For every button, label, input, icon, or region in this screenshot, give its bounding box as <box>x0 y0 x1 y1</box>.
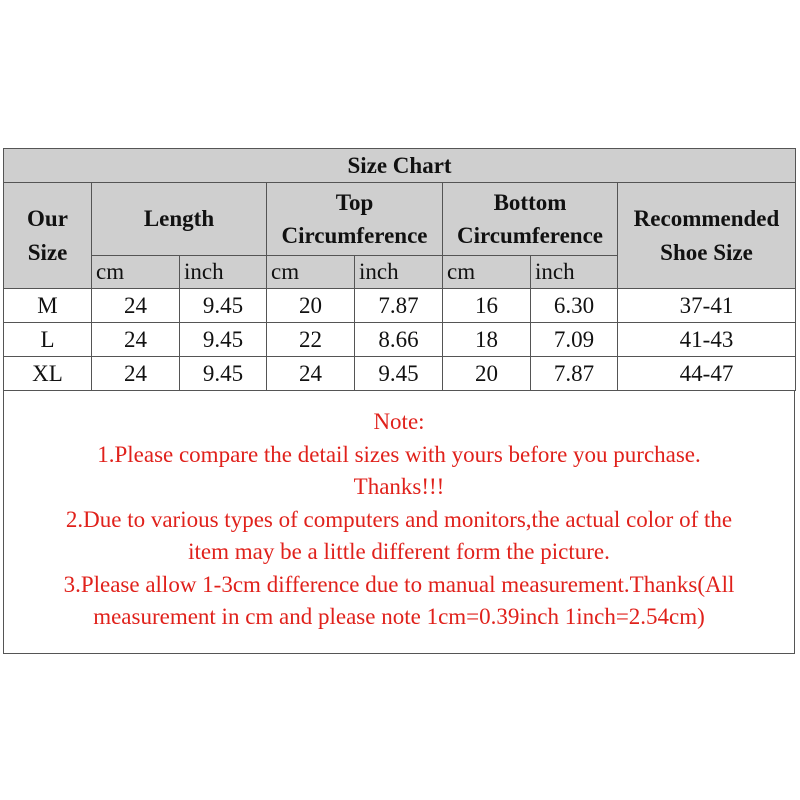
length-inch-cell: 9.45 <box>180 323 267 357</box>
shoe-size-cell: 44-47 <box>618 357 796 391</box>
header-bottom-circumference <box>443 183 618 256</box>
size-chart-table <box>3 148 796 391</box>
bottom-inch-cell: 6.30 <box>531 289 618 323</box>
header-shoe-line1: Recommended <box>633 206 780 232</box>
size-cell: XL <box>4 357 92 391</box>
header-row <box>4 183 796 256</box>
unit-cell: inch <box>531 256 618 289</box>
table-row <box>4 323 796 357</box>
note-line: 2.Due to various types of computers and monitors,the actual color of the <box>65 506 733 532</box>
top-cm-cell: 22 <box>267 323 355 357</box>
header-top-circumference <box>267 183 443 256</box>
bottom-inch-cell: 7.87 <box>531 357 618 391</box>
header-shoe-size <box>618 183 796 289</box>
header-top-line1: Top <box>335 189 374 215</box>
table-row <box>4 357 796 391</box>
bottom-cm-cell: 16 <box>443 289 531 323</box>
title-row <box>4 149 796 183</box>
chart-title: Size Chart <box>4 149 796 183</box>
note-line: measurement in cm and please note 1cm=0.39inch 1inch=2.54cm) <box>93 604 705 629</box>
top-inch-cell: 8.66 <box>355 323 443 357</box>
shoe-size-cell: 37-41 <box>618 289 796 323</box>
header-top-line2: Circumference <box>281 223 428 248</box>
shoe-size-cell: 41-43 <box>618 323 796 357</box>
header-our-size <box>4 183 92 289</box>
header-length: Length <box>92 183 267 256</box>
top-inch-cell: 7.87 <box>355 289 443 323</box>
unit-cell: inch <box>355 256 443 289</box>
note-line: 3.Please allow 1-3cm difference due to manual measurement.Thanks(All <box>63 571 735 597</box>
bottom-cm-cell: 18 <box>443 323 531 357</box>
table-row <box>4 289 796 323</box>
note-heading: Note: <box>373 409 425 434</box>
top-inch-cell: 9.45 <box>355 357 443 391</box>
top-cm-cell: 20 <box>267 289 355 323</box>
length-cm-cell: 24 <box>92 357 180 391</box>
unit-cell: inch <box>180 256 267 289</box>
header-shoe-line2: Shoe Size <box>660 239 753 265</box>
header-our-size-line2: Size <box>27 239 68 265</box>
unit-cell: cm <box>443 256 531 289</box>
note-line: item may be a little different form the picture. <box>188 539 610 564</box>
bottom-inch-cell: 7.09 <box>531 323 618 357</box>
header-our-size-line1: Our <box>27 206 68 232</box>
length-inch-cell: 9.45 <box>180 289 267 323</box>
note-line: Thanks!!! <box>353 474 445 499</box>
unit-cell: cm <box>267 256 355 289</box>
top-cm-cell: 24 <box>267 357 355 391</box>
length-cm-cell: 24 <box>92 289 180 323</box>
unit-cell: cm <box>92 256 180 289</box>
length-cm-cell: 24 <box>92 323 180 357</box>
size-cell: L <box>4 323 92 357</box>
bottom-cm-cell: 20 <box>443 357 531 391</box>
size-cell: M <box>4 289 92 323</box>
header-bottom-line2: Circumference <box>456 223 604 248</box>
notes-section <box>4 406 794 634</box>
length-inch-cell: 9.45 <box>180 357 267 391</box>
header-bottom-line1: Bottom <box>493 189 567 215</box>
note-line: 1.Please compare the detail sizes with yours before you purchase. <box>97 441 701 467</box>
